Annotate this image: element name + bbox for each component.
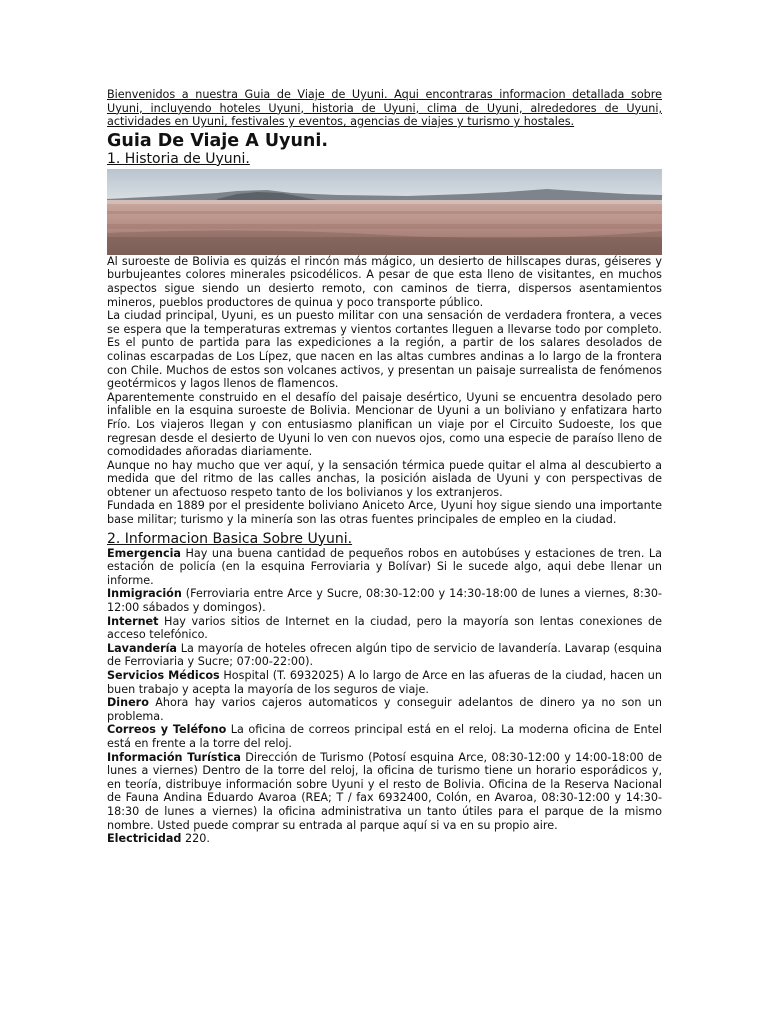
info-item-inmigracion bbox=[107, 587, 662, 614]
basic-info-list bbox=[107, 547, 662, 846]
info-item-informacion-turistica bbox=[107, 751, 662, 833]
section-1-paragraph: Aparentemente construido en el desafío del paisaje desértico, Uyuni se encuentra desolado pero infalible en la esquina suroeste de Bolivia. Mencionar de Uyuni a un boliviano y enfatizara harto Frío. Los viajeros llegan y con entusiasmo planifican un viaje por el Circuito Sudoeste, los que regresan desde el desierto de Uyuni lo ven con nuevos ojos, como una especie de paraíso lleno de comodidades añoradas diariamente. bbox=[107, 390, 662, 459]
info-item-correos bbox=[107, 723, 662, 750]
info-item-emergencia bbox=[107, 547, 662, 588]
info-term: Internet bbox=[107, 614, 159, 628]
info-text: Hay una buena cantidad de pequeños robos en autobúses y estaciones de tren. La estación de policía (en la esquina Ferroviaria y Bolívar) Si le sucede algo, aqui debe llenar un informe. bbox=[107, 546, 662, 587]
info-item-internet bbox=[107, 615, 662, 642]
document-page bbox=[107, 88, 662, 846]
info-text: La oficina de correos principal está en el reloj. La moderna oficina de Entel está en frente a la torre del reloj. bbox=[107, 723, 662, 750]
section-1-paragraph: Al suroeste de Bolivia es quizás el rincón más mágico, un desierto de hillscapes duras, géiseres y burbujeantes colores minerales psicodélicos. A pesar de que esta lleno de visitantes, en muchos aspectos sigue siendo un desierto remoto, con caminos de tierra, dispersos asentamientos mineros, pueblos productores de quinua y poco transporte público. bbox=[107, 254, 662, 309]
section-1-paragraph: Aunque no hay mucho que ver aquí, y la sensación térmica puede quitar el alma al descubierto a medida que del ritmo de las calles anchas, la posición aislada de Uyuni y con perspectivas de obtener un afectuoso respeto tanto de los bolivianos y los extranjeros. bbox=[107, 458, 662, 499]
salar-landscape-image bbox=[107, 169, 662, 255]
section-2-heading[interactable]: 2. Informacion Basica Sobre Uyuni. bbox=[107, 530, 353, 547]
info-item-servicios-medicos bbox=[107, 669, 662, 696]
info-text: Dirección de Turismo (Potosí esquina Arce, 08:30-12:00 y 14:00-18:00 de lunes a viernes) Dentro de la torre del reloj, la oficina de turismo tiene un horario esporádicos y, en teoría, distribuye información sobre Uyuni y el resto de Bolivia. Oficina de la Reserva Nacional de Fauna Andina Eduardo Avaroa (REA; T / fax 6932400, Colón, en Avaroa, 08:30-12:00 y 14:30-18:30 de lunes a viernes) la oficina administrativa un tanto útiles para el parque de la mismo nombre. Usted puede comprar su entrada al parque aquí si va en su propio aire. bbox=[107, 750, 662, 832]
info-text: 220. bbox=[181, 832, 210, 846]
page-title: Guia De Viaje A Uyuni. bbox=[107, 130, 329, 151]
info-term: Información Turística bbox=[107, 750, 241, 764]
info-item-electricidad bbox=[107, 832, 662, 846]
section-1-heading[interactable]: 1. Historia de Uyuni. bbox=[107, 150, 250, 167]
info-term: Servicios Médicos bbox=[107, 669, 220, 682]
info-text: (Ferroviaria entre Arce y Sucre, 08:30-12:00 y 14:30-18:00 de lunes a viernes, 8:30-12:00 sábados y domingos). bbox=[107, 587, 662, 615]
info-term: Emergencia bbox=[107, 546, 181, 560]
section-1-paragraph: La ciudad principal, Uyuni, es un puesto militar con una sensación de verdadera frontera, a veces se espera que la temperaturas extremas y vientos cortantes lleguen a llevarse todo por completo. Es el punto de partida para las expediciones a la región, a partir de los salares desolados de colinas escarpadas de Los Lípez, que nacen en las altas cumbres andinas a lo largo de la frontera con Chile. Muchos de estos son volcanes activos, y presentan un paisaje surrealista de fenómenos geotérmicos y lagos llenos de flamencos. bbox=[107, 309, 662, 391]
info-item-lavanderia bbox=[107, 642, 662, 669]
info-item-dinero bbox=[107, 696, 662, 723]
info-term: Inmigración bbox=[107, 587, 182, 601]
info-text: Hay varios sitios de Internet en la ciudad, pero la mayoría son lentas conexiones de acceso telefónico. bbox=[107, 614, 662, 642]
info-term: Electricidad bbox=[107, 832, 182, 846]
info-term: Correos y Teléfono bbox=[107, 723, 227, 737]
info-text: Hospital (T. 6932025) A lo largo de Arce en las afueras de la ciudad, hacen un buen trabajo y acepta la mayoría de los seguros de viaje. bbox=[107, 669, 662, 696]
intro-paragraph[interactable]: Bienvenidos a nuestra Guia de Viaje de Uyuni. Aqui encontraras informacion detallada sobre Uyuni, incluyendo hoteles Uyuni, historia de Uyuni, clima de Uyuni, alrededores de Uyuni, actividades en Uyuni, festivales y eventos, agencias de viajes y turismo y hostales. bbox=[107, 88, 662, 129]
info-text: La mayoría de hoteles ofrecen algún tipo de servicio de lavandería. Lavarap (esquina de Ferroviaria y Sucre; 07:00-22:00). bbox=[107, 641, 662, 669]
info-term: Dinero bbox=[107, 696, 149, 710]
info-term: Lavandería bbox=[107, 641, 177, 655]
info-text: Ahora hay varios cajeros automaticos y conseguir adelantos de dinero ya no son un problema. bbox=[107, 696, 662, 723]
section-1-paragraph: Fundada en 1889 por el presidente boliviano Aniceto Arce, Uyuni hoy sigue siendo una importante base militar; turismo y la minería son las otras fuentes principales de empleo en la ciudad. bbox=[107, 499, 662, 527]
